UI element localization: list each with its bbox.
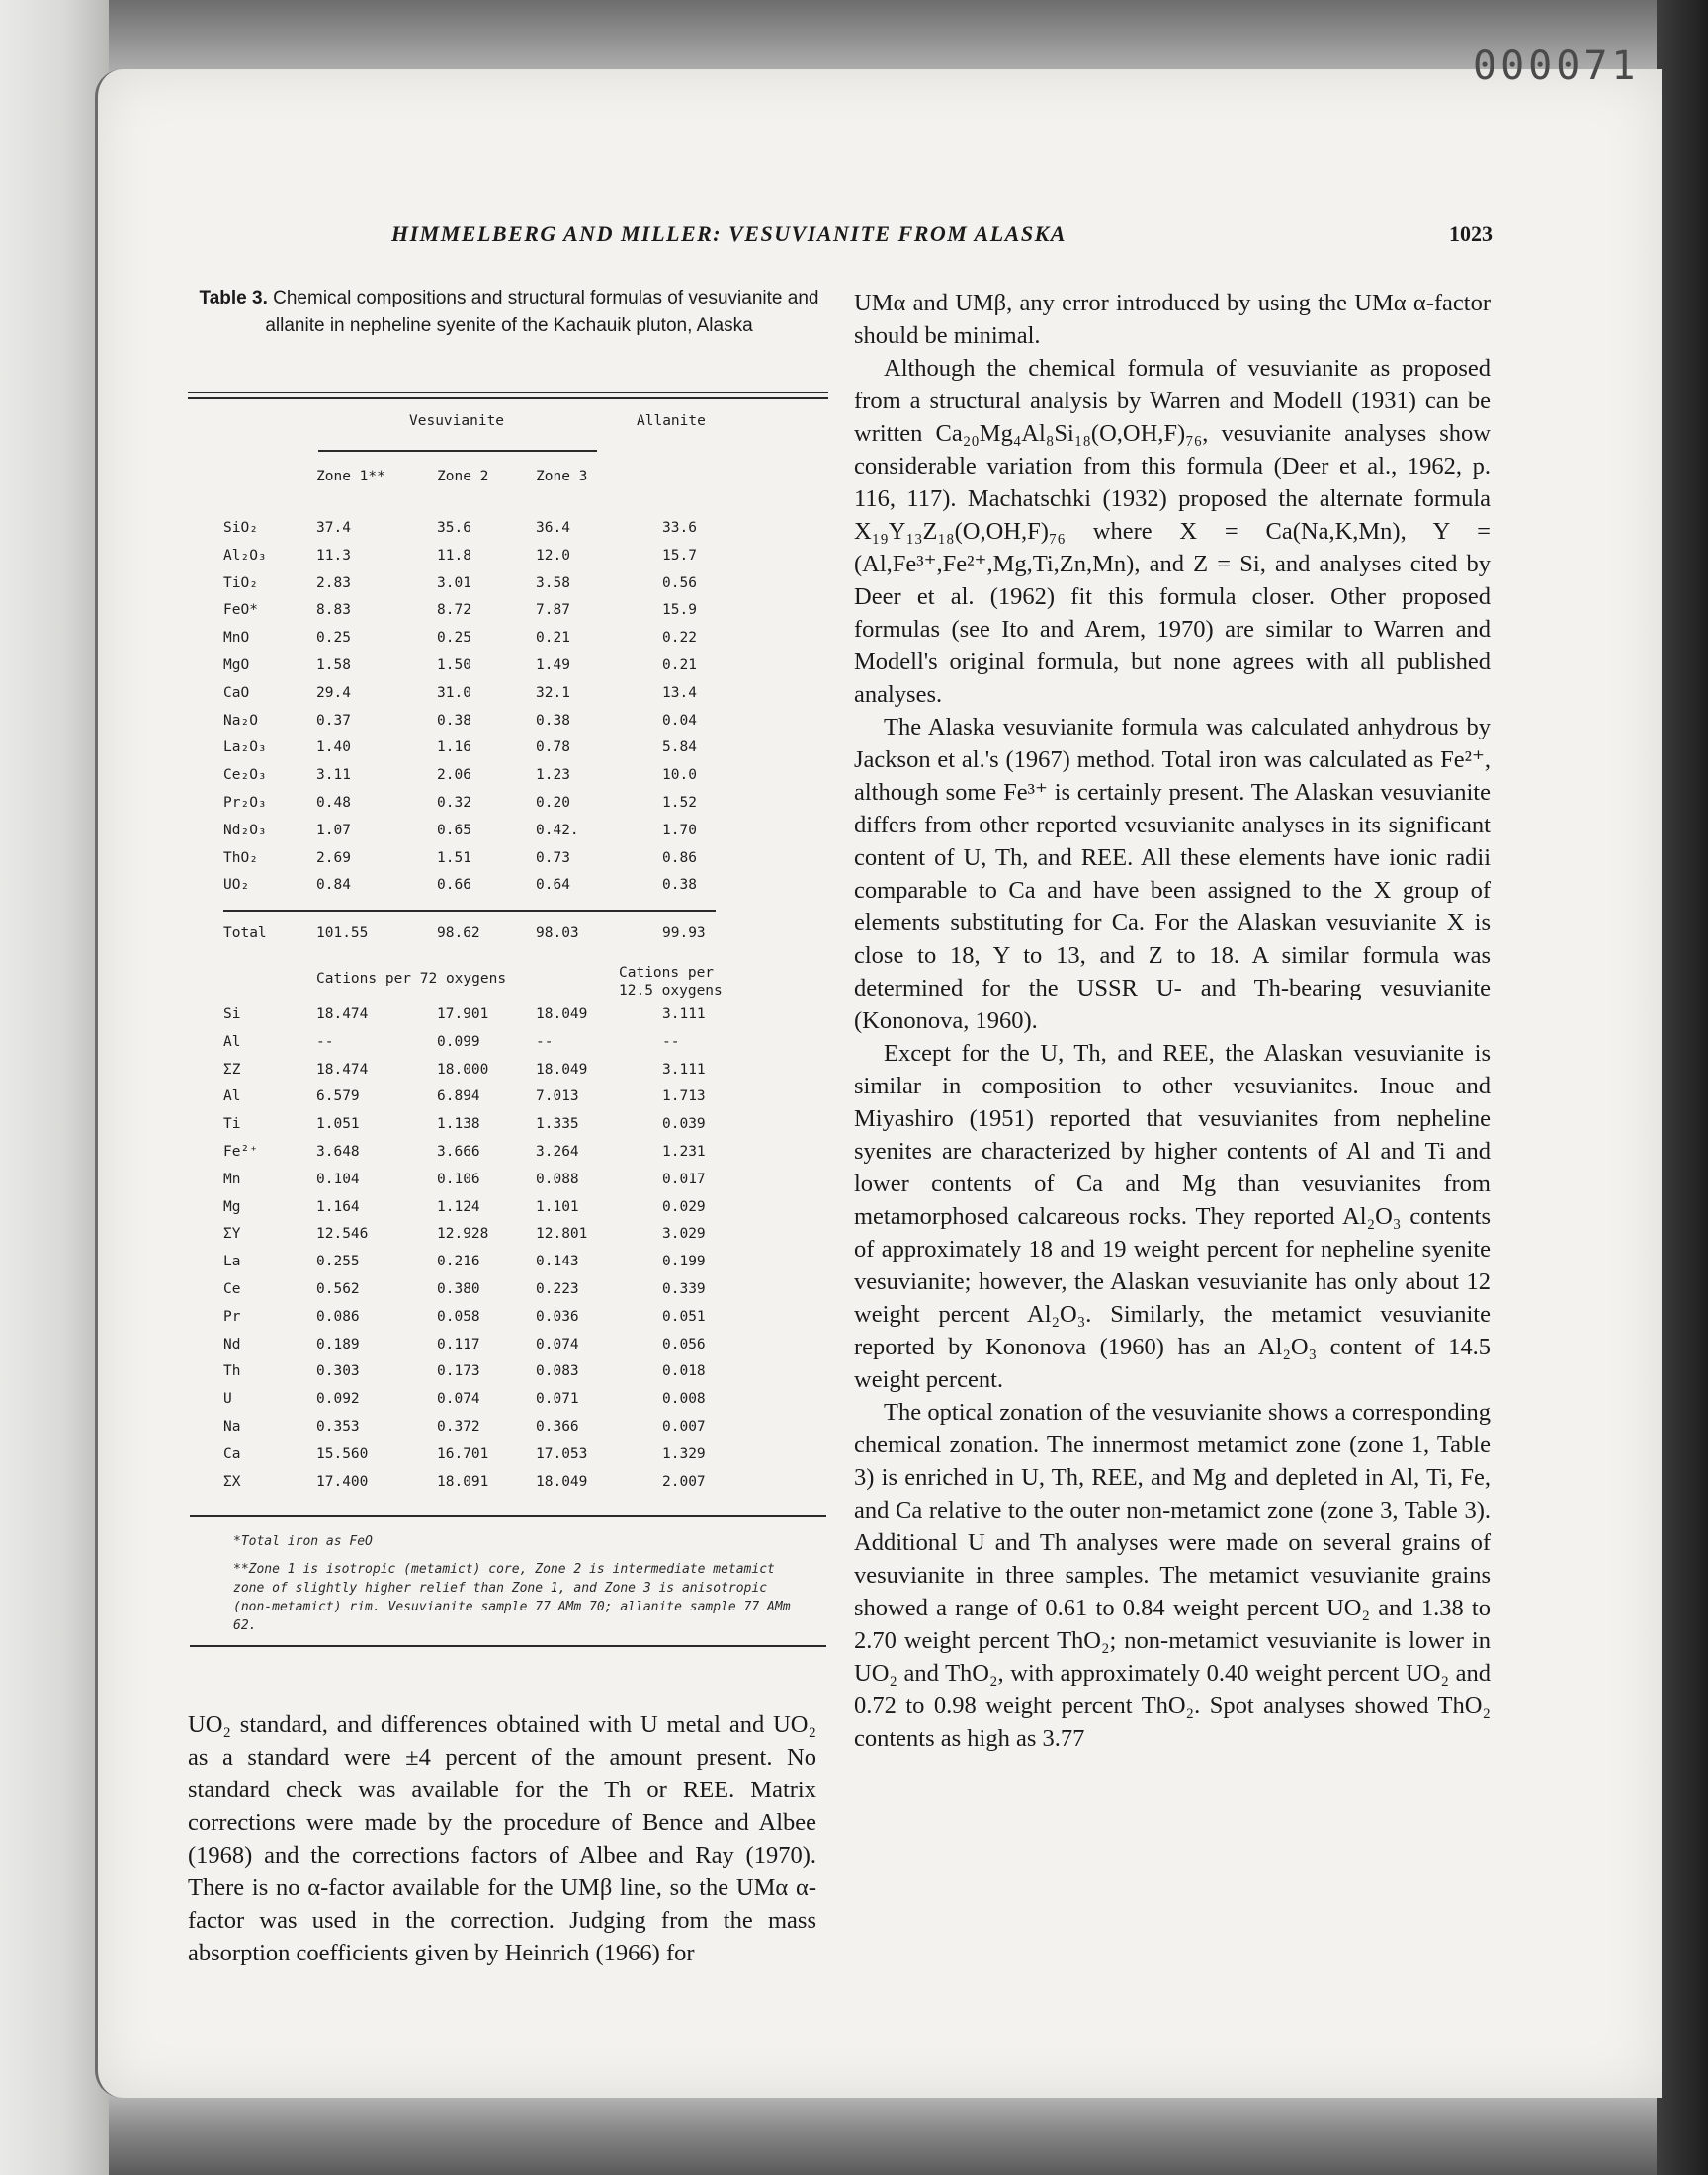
- cation-row-zone1: 0.255: [316, 1254, 360, 1270]
- cation-row-zone3: 0.071: [536, 1391, 579, 1408]
- cation-row-label: Mn: [223, 1171, 241, 1187]
- cation-row-allanite: 0.199: [662, 1254, 706, 1270]
- oxide-row-zone1: 0.84: [316, 877, 351, 894]
- cation-row-zone3: 3.264: [536, 1144, 579, 1160]
- oxide-row-label: SiO₂: [223, 520, 258, 536]
- oxide-row-zone2: 1.16: [437, 740, 471, 756]
- oxide-row-zone3: 0.20: [536, 795, 570, 811]
- cation-row-zone2: 18.091: [437, 1473, 489, 1490]
- oxide-row: [223, 657, 737, 685]
- total-zone3: 98.03: [536, 925, 579, 941]
- oxide-row-zone2: 0.25: [437, 630, 471, 647]
- cation-row-allanite: 3.029: [662, 1226, 706, 1243]
- footnote-rule-top: [190, 1515, 826, 1517]
- oxide-row-allanite: 0.21: [662, 657, 697, 673]
- oxide-row: [223, 767, 737, 795]
- cation-row-allanite: 0.056: [662, 1336, 706, 1352]
- oxide-row-zone2: 3.01: [437, 574, 471, 591]
- cation-row-zone1: 15.560: [316, 1445, 369, 1462]
- cations-72-header: Cations per 72 oxygens: [316, 971, 507, 987]
- right-paragraph-2: Although the chemical formula of vesuvianite as proposed from a structural analysis by Warren and Modell (1931) can be written Ca₂₀Mg₄Al₈Si₁₈(O,OH,F)₇₆, vesuvianite analyses show considerable variation from this formula (Deer et al., 1962, p. 116, 117). Machatschki (1932) proposed the alternate formula X₁₉Y₁₃Z₁₈(O,OH,F)₇₆ where X = Ca(Na,K,Mn), Y = (Al,Fe³⁺,Fe²⁺,Mg,Ti,Zn,Mn), and Z = Si, and analyses cited by Deer et al. (1962) fit this formula closer. Other proposed formulas (see Ito and Arem, 1970) are similar to Warren and Modell's original formula, but none agrees with all published analyses.: [854, 355, 1491, 708]
- cation-row-label: Na: [223, 1419, 241, 1435]
- cation-row-zone3: 18.049: [536, 1061, 588, 1078]
- group-header-vesuvianite: Vesuvianite: [409, 413, 505, 429]
- oxide-row-zone3: 0.38: [536, 712, 570, 729]
- cation-row-label: Ca: [223, 1445, 241, 1462]
- oxide-row-label: La₂O₃: [223, 740, 267, 756]
- oxide-row-zone1: 3.11: [316, 767, 351, 784]
- cation-row-label: Fe²⁺: [223, 1144, 258, 1160]
- cation-row-zone3: 18.049: [536, 1006, 588, 1022]
- oxide-row-zone1: 29.4: [316, 684, 351, 701]
- cation-row-label: Al: [223, 1088, 241, 1105]
- oxide-row-zone2: 0.32: [437, 795, 471, 811]
- cation-row-label: Nd: [223, 1336, 241, 1352]
- cation-row-label: La: [223, 1254, 241, 1270]
- oxide-row: [223, 795, 737, 823]
- cation-row-label: ΣY: [223, 1226, 241, 1243]
- left-paragraph: UO₂ standard, and differences obtained with U metal and UO₂ as a standard were ±4 percent of the amount present. No standard check was available for the Th or REE. Matrix corrections were made by the procedure of Bence and Albee (1968) and the corrections factors of Albee and Ray (1970). There is no α-factor available for the UMβ line, so the UMα α-factor was used in the correction. Judging from the mass absorption coefficients given by Heinrich (1966) for: [188, 1711, 816, 1966]
- cation-row: [223, 1474, 737, 1502]
- cation-row: [223, 1363, 737, 1391]
- oxide-row-zone2: 2.06: [437, 767, 471, 784]
- cation-row-zone2: 0.380: [437, 1281, 480, 1297]
- right-paragraph-1: UMα and UMβ, any error introduced by using the UMα α-factor should be minimal.: [854, 290, 1491, 349]
- oxide-row-zone1: 8.83: [316, 602, 351, 619]
- cation-row-allanite: 0.051: [662, 1308, 706, 1325]
- cation-row: [223, 1144, 737, 1172]
- cation-row-allanite: 0.008: [662, 1391, 706, 1408]
- cation-row-zone2: 3.666: [437, 1144, 480, 1160]
- cation-row-label: ΣX: [223, 1473, 241, 1490]
- cation-row-allanite: 0.017: [662, 1171, 706, 1187]
- cation-row-label: Th: [223, 1363, 241, 1380]
- table-label: Table 3.: [199, 288, 268, 308]
- oxide-row-zone1: 0.48: [316, 795, 351, 811]
- cation-row-zone2: 6.894: [437, 1088, 480, 1105]
- cation-row-zone2: 0.216: [437, 1254, 480, 1270]
- cation-row-zone3: 0.223: [536, 1281, 579, 1297]
- cation-row-allanite: 1.713: [662, 1088, 706, 1105]
- vesuvianite-span-rule: [318, 450, 597, 452]
- cation-row-zone2: 18.000: [437, 1061, 489, 1078]
- oxide-row-zone3: 0.78: [536, 740, 570, 756]
- table-top-rule: [188, 392, 828, 393]
- oxide-row: [223, 548, 737, 575]
- cation-row-zone3: 0.074: [536, 1336, 579, 1352]
- cation-row-label: Ce: [223, 1281, 241, 1297]
- oxide-row-allanite: 1.52: [662, 795, 697, 811]
- cation-row-allanite: 0.007: [662, 1419, 706, 1435]
- oxide-row-allanite: 0.04: [662, 712, 697, 729]
- oxide-row: [223, 823, 737, 850]
- oxide-row-allanite: 0.86: [662, 849, 697, 866]
- oxide-row-label: MgO: [223, 657, 250, 673]
- oxide-row-label: CaO: [223, 684, 250, 701]
- cation-row-zone3: 7.013: [536, 1088, 579, 1105]
- cation-row: [223, 1006, 737, 1034]
- oxide-row-zone1: 1.58: [316, 657, 351, 673]
- cation-row-zone2: 0.106: [437, 1171, 480, 1187]
- oxide-row-zone2: 8.72: [437, 602, 471, 619]
- cation-row-allanite: 0.039: [662, 1116, 706, 1133]
- oxide-row-zone2: 11.8: [437, 547, 471, 564]
- cation-row: [223, 1309, 737, 1337]
- total-row: [223, 925, 737, 953]
- oxide-row-allanite: 33.6: [662, 520, 697, 536]
- oxide-row-zone1: 37.4: [316, 520, 351, 536]
- oxide-row-zone1: 0.37: [316, 712, 351, 729]
- cation-row-allanite: --: [662, 1033, 680, 1050]
- cation-row-zone1: 0.086: [316, 1308, 360, 1325]
- cation-row-zone1: 1.051: [316, 1116, 360, 1133]
- cation-row-zone1: 0.092: [316, 1391, 360, 1408]
- cation-row-zone2: 12.928: [437, 1226, 489, 1243]
- cation-row-zone1: 1.164: [316, 1198, 360, 1215]
- oxide-row-zone3: 32.1: [536, 684, 570, 701]
- cation-row: [223, 1254, 737, 1281]
- cation-row-zone3: --: [536, 1033, 554, 1050]
- cation-row-label: Si: [223, 1006, 241, 1022]
- oxide-row-label: Ce₂O₃: [223, 767, 267, 784]
- oxide-row-zone1: 2.83: [316, 574, 351, 591]
- cation-row-zone2: 0.117: [437, 1336, 480, 1352]
- cation-row-zone1: 3.648: [316, 1144, 360, 1160]
- table-caption: [188, 285, 830, 340]
- cation-row-zone1: 18.474: [316, 1061, 369, 1078]
- oxide-row-zone2: 35.6: [437, 520, 471, 536]
- cation-row-zone1: 18.474: [316, 1006, 369, 1022]
- cation-row-allanite: 3.111: [662, 1061, 706, 1078]
- cation-row: [223, 1062, 737, 1089]
- cation-row-zone1: 0.104: [316, 1171, 360, 1187]
- oxide-row-zone1: 2.69: [316, 849, 351, 866]
- oxide-row-allanite: 15.7: [662, 547, 697, 564]
- oxide-row-label: ThO₂: [223, 849, 258, 866]
- oxide-row-zone2: 0.65: [437, 822, 471, 838]
- oxide-row-allanite: 10.0: [662, 767, 697, 784]
- cation-row-zone1: 0.562: [316, 1281, 360, 1297]
- oxide-row-allanite: 13.4: [662, 684, 697, 701]
- cations-12-5-header-line1: Cations per: [619, 965, 715, 981]
- running-head: HIMMELBERG AND MILLER: VESUVIANITE FROM ALASKA: [391, 221, 1067, 246]
- oxide-row: [223, 850, 737, 878]
- cation-row-allanite: 3.111: [662, 1006, 706, 1022]
- oxide-row: [223, 575, 737, 603]
- cation-row-zone3: 0.366: [536, 1419, 579, 1435]
- cation-row-label: ΣZ: [223, 1061, 241, 1078]
- cation-row-zone1: 6.579: [316, 1088, 360, 1105]
- oxide-row-label: MnO: [223, 630, 250, 647]
- group-header-allanite: Allanite: [637, 413, 706, 429]
- oxide-row-zone2: 0.66: [437, 877, 471, 894]
- cation-row-zone1: 0.189: [316, 1336, 360, 1352]
- cation-row-zone3: 12.801: [536, 1226, 588, 1243]
- scan-shadow-right: [1657, 0, 1708, 2175]
- oxide-row-zone3: 0.73: [536, 849, 570, 866]
- cation-row: [223, 1226, 737, 1254]
- cation-row-zone2: 17.901: [437, 1006, 489, 1022]
- right-paragraph-4: Except for the U, Th, and REE, the Alaskan vesuvianite is similar in composition to other vesuvianites. Inoue and Miyashiro (1951) reported that vesuvianites from nepheline syenites are characterized by higher contents of Al and Ti and lower contents of Ca and Mg than vesuvianites from metamorphosed calcareous rocks. They reported Al₂O₃ contents of approximately 18 and 19 weight percent for nepheline syenite vesuvianite; however, the Alaskan vesuvianite has only about 12 weight percent Al₂O₃. Similarly, the metamict vesuvianite reported by Kononova (1960) has an Al₂O₃ content of 14.5 weight percent.: [854, 1040, 1491, 1393]
- oxide-row: [223, 685, 737, 713]
- cation-row-zone3: 1.101: [536, 1198, 579, 1215]
- cation-row-zone1: --: [316, 1033, 334, 1050]
- cation-row-zone3: 0.088: [536, 1171, 579, 1187]
- cation-row-zone3: 0.036: [536, 1308, 579, 1325]
- oxide-row-zone1: 11.3: [316, 547, 351, 564]
- total-zone2: 98.62: [437, 925, 480, 941]
- cation-row-label: U: [223, 1391, 232, 1408]
- cation-row-label: Al: [223, 1033, 241, 1050]
- scan-stamp: 000071: [1473, 44, 1640, 89]
- cation-row-zone2: 0.058: [437, 1308, 480, 1325]
- oxide-row-zone1: 1.40: [316, 740, 351, 756]
- oxide-row: [223, 630, 737, 657]
- left-column-text: [188, 1708, 816, 1969]
- oxide-row-label: Pr₂O₃: [223, 795, 267, 811]
- cation-row: [223, 1391, 737, 1419]
- total-zone1: 101.55: [316, 925, 369, 941]
- right-column-text: [854, 287, 1491, 1755]
- cation-row: [223, 1419, 737, 1446]
- cations-12-5-header-line2: 12.5 oxygens: [619, 983, 723, 999]
- oxide-row-zone3: 0.42.: [536, 822, 579, 838]
- table-caption-text: Chemical compositions and structural formulas of vesuvianite and allanite in nepheline syenite of the Kachauik pluton, Alaska: [265, 288, 819, 336]
- footnote-total-iron: *Total iron as FeO: [233, 1534, 373, 1549]
- cation-row: [223, 1281, 737, 1309]
- oxide-row-allanite: 5.84: [662, 740, 697, 756]
- scan-shadow-bottom: [0, 2094, 1708, 2175]
- oxide-row-allanite: 1.70: [662, 822, 697, 838]
- col-header-zone3: Zone 3: [536, 469, 588, 484]
- cation-row-zone3: 1.335: [536, 1116, 579, 1133]
- oxide-row-zone1: 1.07: [316, 822, 351, 838]
- oxide-row-zone3: 3.58: [536, 574, 570, 591]
- oxide-row-label: TiO₂: [223, 574, 258, 591]
- footnote-zones: **Zone 1 is isotropic (metamict) core, Zone 2 is intermediate metamict zone of slightly higher relief than Zone 1, and Zone 3 is anisotropic (non-metamict) rim. Vesuvianite sample 77 AMm 70; allanite sample 77 AMm 62.: [233, 1562, 791, 1633]
- oxide-row: [223, 713, 737, 740]
- oxide-row-label: Al₂O₃: [223, 547, 267, 564]
- cation-row-allanite: 0.339: [662, 1281, 706, 1297]
- oxide-row-zone3: 12.0: [536, 547, 570, 564]
- oxide-row-allanite: 0.38: [662, 877, 697, 894]
- oxide-row-zone2: 1.51: [437, 849, 471, 866]
- cation-row-allanite: 2.007: [662, 1473, 706, 1490]
- cation-row-zone1: 12.546: [316, 1226, 369, 1243]
- cation-row-zone2: 1.138: [437, 1116, 480, 1133]
- right-paragraph-5: The optical zonation of the vesuvianite shows a corresponding chemical zonation. The innermost metamict zone (zone 1, Table 3) is enriched in U, Th, REE, and Mg and depleted in Al, Ti, Fe, and Ca relative to the outer non-metamict zone (zone 3, Table 3). Additional U and Th analyses were made on several grains of vesuvianite in three samples. The metamict vesuvianite grains showed a range of 0.61 to 0.84 weight percent UO₂ and 1.38 to 2.70 weight percent ThO₂; non-metamict vesuvianite is lower in UO₂ and ThO₂, with approximately 0.40 weight percent UO₂ and 0.72 to 0.98 weight percent ThO₂. Spot analyses showed ThO₂ contents as high as 3.77: [854, 1399, 1491, 1752]
- cation-row: [223, 1446, 737, 1474]
- cation-row-zone2: 0.074: [437, 1391, 480, 1408]
- oxide-row: [223, 602, 737, 630]
- cation-row: [223, 1088, 737, 1116]
- oxide-row-zone3: 1.49: [536, 657, 570, 673]
- table-top-rule-double: [188, 397, 828, 399]
- cation-row-zone2: 0.099: [437, 1033, 480, 1050]
- oxide-row-label: Nd₂O₃: [223, 822, 267, 838]
- cation-row-zone2: 16.701: [437, 1445, 489, 1462]
- oxide-row-zone3: 0.64: [536, 877, 570, 894]
- scan-facing-page: [0, 0, 109, 2175]
- oxide-row-label: Na₂O: [223, 712, 258, 729]
- oxide-row-zone2: 0.38: [437, 712, 471, 729]
- cation-row: [223, 1337, 737, 1364]
- cation-row-zone2: 1.124: [437, 1198, 480, 1215]
- cation-row-label: Mg: [223, 1198, 241, 1215]
- cation-row: [223, 1034, 737, 1062]
- cation-row-allanite: 1.329: [662, 1445, 706, 1462]
- oxide-row-zone3: 36.4: [536, 520, 570, 536]
- cation-row-label: Ti: [223, 1116, 241, 1133]
- cation-row-zone3: 0.143: [536, 1254, 579, 1270]
- oxide-row-zone3: 0.21: [536, 630, 570, 647]
- cation-row-allanite: 0.018: [662, 1363, 706, 1380]
- col-header-zone2: Zone 2: [437, 469, 489, 484]
- oxide-row: [223, 740, 737, 767]
- right-paragraph-3: The Alaska vesuvianite formula was calculated anhydrous by Jackson et al.'s (1967) method. Total iron was calculated as Fe²⁺, although some Fe³⁺ is certainly present. The Alaskan vesuvianite differs from other reported vesuvianite analyses in its significant content of U, Th, and REE. All these elements have ionic radii comparable to Ca and have been assigned to the X group of elements substituting for Ca. For the Alaskan vesuvianite X is close to 18, Y to 13, and Z to 18. A similar formula was determined for the USSR U- and Th-bearing vesuvianite (Kononova, 1960).: [854, 714, 1491, 1034]
- oxide-row-allanite: 0.56: [662, 574, 697, 591]
- cation-row-label: Pr: [223, 1308, 241, 1325]
- oxide-row-allanite: 0.22: [662, 630, 697, 647]
- cation-row-zone2: 0.173: [437, 1363, 480, 1380]
- oxide-row-zone2: 31.0: [437, 684, 471, 701]
- cation-row: [223, 1199, 737, 1227]
- total-rule: [223, 910, 716, 912]
- oxide-row: [223, 877, 737, 905]
- oxide-row-allanite: 15.9: [662, 602, 697, 619]
- cation-row: [223, 1172, 737, 1199]
- page-number: 1023: [1449, 221, 1493, 246]
- oxide-row-label: FeO*: [223, 602, 258, 619]
- oxide-row-zone3: 7.87: [536, 602, 570, 619]
- oxide-row-zone2: 1.50: [437, 657, 471, 673]
- cation-row-zone2: 0.372: [437, 1419, 480, 1435]
- col-header-zone1: Zone 1**: [316, 469, 385, 484]
- cation-row-zone1: 0.303: [316, 1363, 360, 1380]
- total-allanite: 99.93: [662, 925, 706, 941]
- cation-row-allanite: 0.029: [662, 1198, 706, 1215]
- oxide-row-label: UO₂: [223, 877, 250, 894]
- cation-row-zone3: 17.053: [536, 1445, 588, 1462]
- oxide-row-zone3: 1.23: [536, 767, 570, 784]
- cation-row-zone3: 0.083: [536, 1363, 579, 1380]
- cation-row-allanite: 1.231: [662, 1144, 706, 1160]
- cation-row-zone1: 0.353: [316, 1419, 360, 1435]
- total-label: Total: [223, 925, 267, 941]
- oxide-row: [223, 520, 737, 548]
- cation-row-zone1: 17.400: [316, 1473, 369, 1490]
- cation-row: [223, 1116, 737, 1144]
- table-bottom-rule: [190, 1645, 826, 1647]
- oxide-row-zone1: 0.25: [316, 630, 351, 647]
- cation-row-zone3: 18.049: [536, 1473, 588, 1490]
